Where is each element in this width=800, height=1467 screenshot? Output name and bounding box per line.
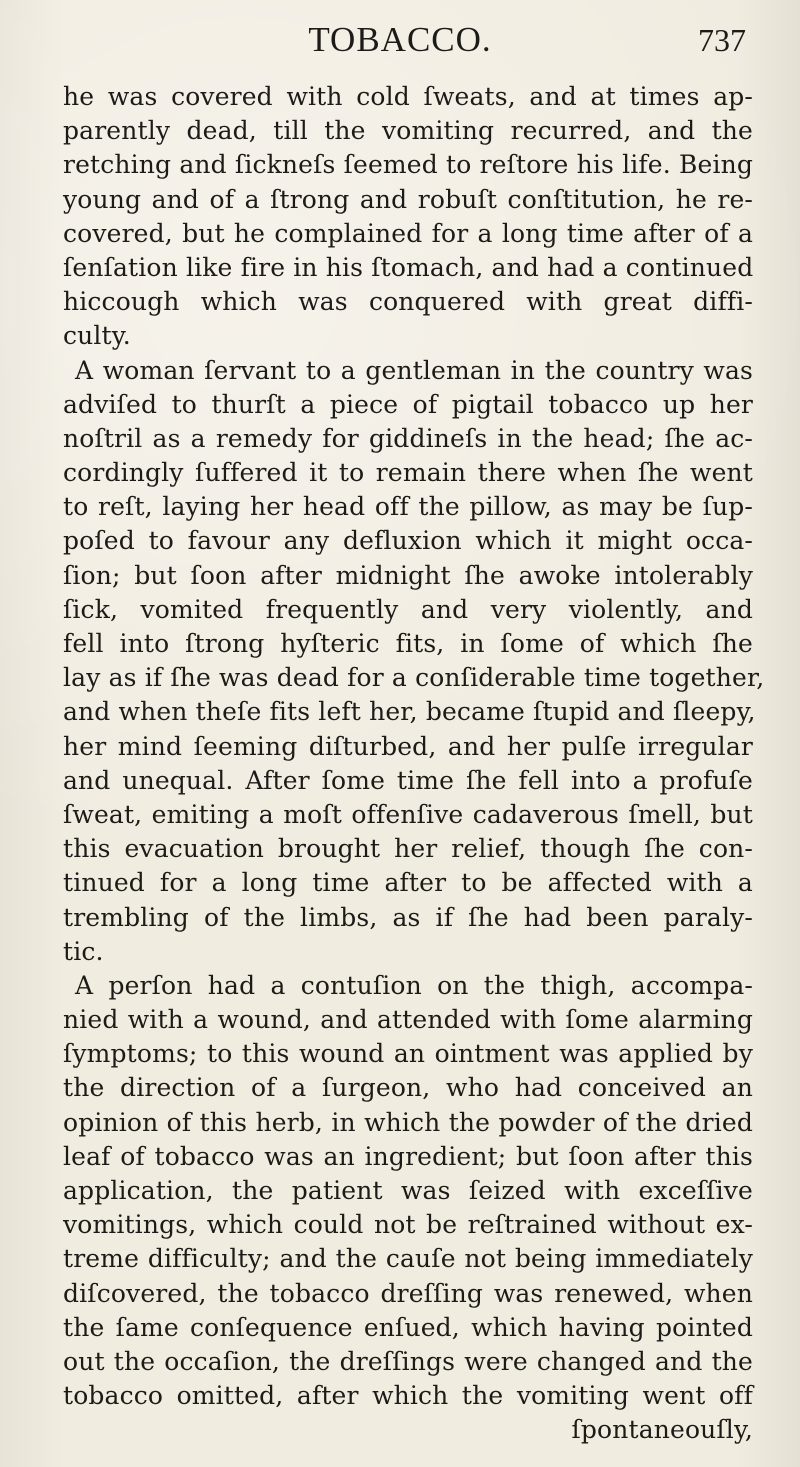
text-line: vomitings, which could not be reſtrained without ex-: [63, 1210, 753, 1240]
page-header: [0, 16, 800, 72]
text-line: and when theſe fits left her, became ſtupid and ſleepy,: [63, 697, 756, 727]
text-line: adviſed to thurſt a piece of pigtail tobacco up her: [63, 389, 753, 419]
text-line: application, the patient was ſeized with exceſſive: [63, 1176, 753, 1205]
text-line: young and of a ſtrong and robuſt conſtitution, he re-: [63, 184, 753, 214]
text-line: lay as if ſhe was dead for a conſiderable time together,: [63, 663, 765, 693]
text-line: he was covered with cold ſweats, and at times ap-: [63, 82, 753, 111]
text-line: this evacuation brought her relief, though ſhe con-: [63, 834, 753, 864]
catchword-line: ſpontaneouſly,: [571, 1415, 753, 1445]
text-line: ſion; but ſoon after midnight ſhe awoke intolerably: [63, 560, 753, 590]
text-line: treme difficulty; and the cauſe not being immediately: [63, 1244, 753, 1274]
text-line: cordingly ſuffered it to remain there when ſhe went: [63, 458, 753, 488]
body-text: [63, 80, 765, 1448]
text-line: ſick, vomited frequently and very violently, and: [63, 594, 753, 624]
text-line: and unequal. After ſome time ſhe fell into a profuſe: [63, 765, 753, 795]
paragraph-start-line: A perſon had a contuſion on the thigh, accompa-: [75, 970, 753, 1000]
text-line: her mind ſeeming diſturbed, and her pulſe irregular: [63, 731, 753, 761]
text-line: tic.: [63, 936, 104, 966]
text-line: hiccough which was conquered with great diffi-: [63, 287, 753, 317]
text-line: opinion of this herb, in which the powder of the dried: [63, 1107, 753, 1137]
text-line: nied with a wound, and attended with ſome alarming: [63, 1005, 753, 1035]
text-line: the direction of a ſurgeon, who had conceived an: [63, 1073, 753, 1103]
text-line: ſymptoms; to this wound an ointment was applied by: [63, 1039, 753, 1069]
text-line: covered, but he complained for a long time after of a: [63, 218, 753, 248]
text-line: diſcovered, the tobacco dreſſing was renewed, when: [63, 1278, 753, 1308]
text-line: parently dead, till the vomiting recurred, and the: [63, 116, 753, 146]
text-line: tinued for a long time after to be affected with a: [63, 868, 753, 898]
text-line: trembling of the limbs, as if ſhe had been paraly-: [63, 902, 753, 932]
text-line: ſweat, emiting a moſt offenſive cadaverous ſmell, but: [63, 799, 753, 829]
text-line: retching and ſickneſs ſeemed to reſtore his life. Being: [63, 150, 753, 180]
text-line: noſtril as a remedy for giddineſs in the head; ſhe ac-: [63, 423, 753, 453]
text-line: tobacco omitted, after which the vomiting went off: [63, 1381, 753, 1411]
text-line: out the occaſion, the dreſſings were changed and the: [63, 1346, 753, 1376]
text-line: fell into ſtrong hyſteric fits, in ſome of which ſhe: [63, 629, 753, 658]
text-line: to reſt, laying her head off the pillow, as may be ſup-: [63, 492, 753, 522]
text-line: leaf of tobacco was an ingredient; but ſoon after this: [63, 1141, 753, 1171]
page-number: 737: [698, 22, 746, 58]
paragraph-start-line: A woman ſervant to a gentleman in the country was: [75, 355, 753, 385]
text-line: culty.: [63, 321, 131, 351]
text-line: poſed to favour any defluxion which it might occa-: [63, 526, 753, 556]
text-line: ſenſation like fire in his ſtomach, and had a continued: [63, 252, 754, 282]
running-head: TOBACCO.: [308, 20, 492, 59]
text-line: the ſame conſequence enſued, which having pointed: [63, 1312, 753, 1342]
